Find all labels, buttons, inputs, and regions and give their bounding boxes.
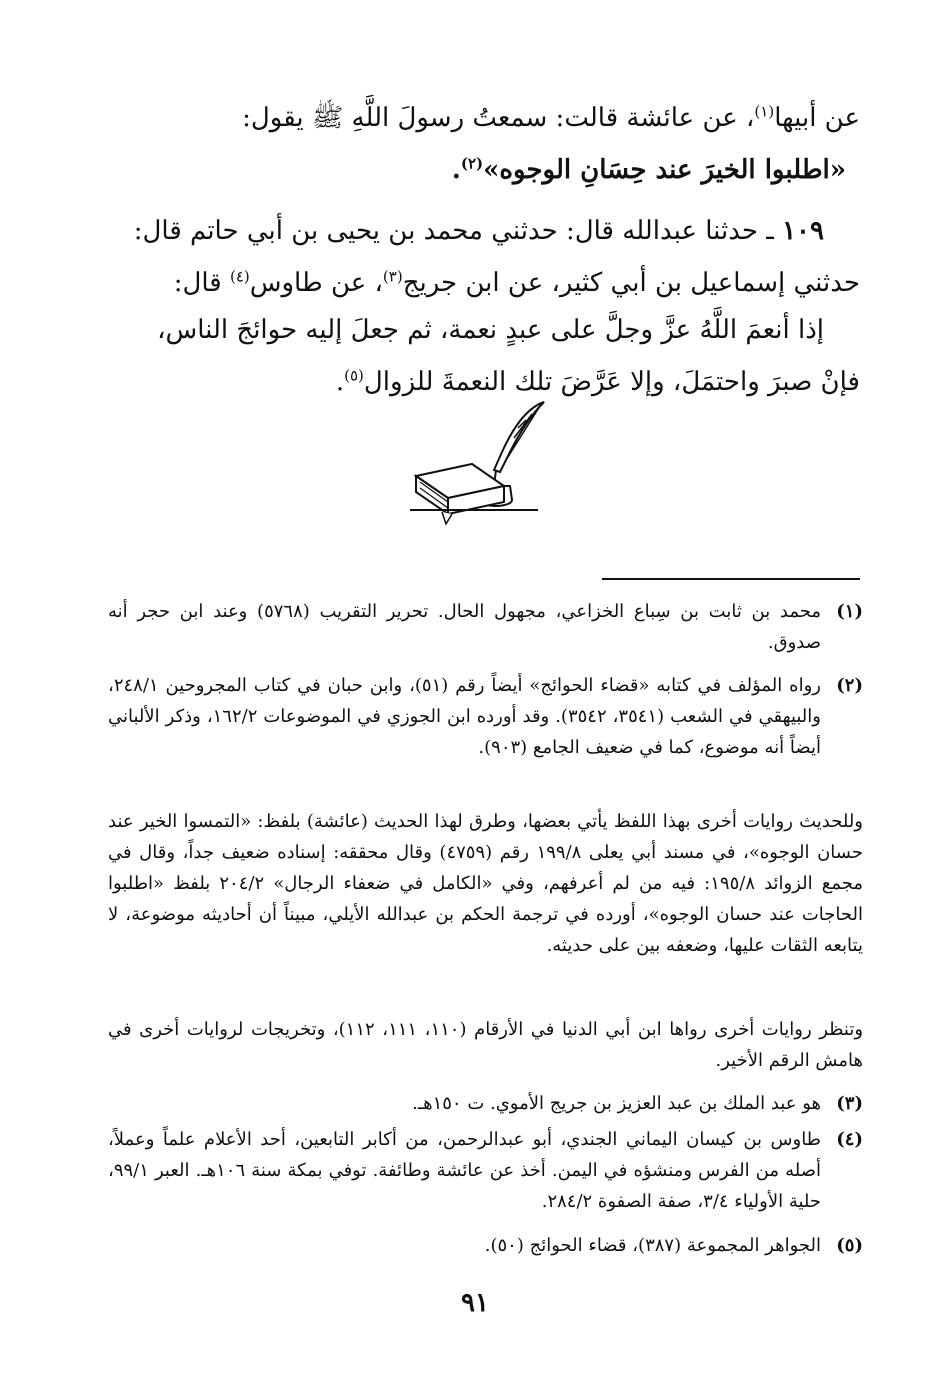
footnote-number: (١)	[836, 601, 863, 622]
hadith-quote	[90, 144, 860, 196]
text-line	[90, 92, 860, 144]
footnote-4	[108, 1124, 863, 1217]
footnote-5	[108, 1230, 863, 1261]
footnote-ref[interactable]: (٢)	[460, 154, 484, 173]
footnote-1	[108, 596, 863, 658]
text-segment: ، عن طاوس	[249, 268, 383, 298]
text-segment: «اطلبوا الخيرَ عند حِسَانِ الوجوه»	[483, 155, 846, 185]
text-segment: .	[335, 367, 345, 397]
hadith-109	[90, 205, 860, 309]
text-segment: حدثني إسماعيل بن أبي كثير، عن ابن جريج	[402, 268, 860, 298]
text-segment: إذا أنعمَ اللَّهُ عزَّ وجلَّ على عبدٍ نعمة، ثم جعلَ إليه حوائجَ الناس،	[157, 315, 824, 345]
text-segment: ـ حدثنا عبدالله قال: حدثني محمد بن يحيى بن أبي حاتم قال:	[133, 216, 783, 246]
main-text	[90, 92, 860, 196]
text-line	[90, 304, 860, 356]
text-segment: قال:	[173, 268, 230, 298]
page-number: ٩١	[461, 1288, 489, 1318]
footnote-number: (٣)	[836, 1093, 863, 1114]
footnote-2	[108, 670, 863, 763]
footnote-3	[108, 1088, 863, 1119]
text-segment: .	[451, 155, 461, 185]
text-line	[90, 205, 860, 257]
hadith-number: ١٠٩	[782, 216, 824, 246]
footnote-number: (٥)	[836, 1235, 863, 1256]
footnote-separator	[602, 578, 860, 580]
footnote-ref[interactable]: (٣)	[382, 267, 403, 286]
footnote-paragraph: وللحديث روايات أخرى بهذا اللفظ يأتي بعضها، وطرق لهذا الحديث (عائشة) بلفظ: «التمسوا الخير عند حسان الوجوه»، في مسند أبي يعلى ١٩٩/٨ رقم (٤٧٥٩) وقال محققه: إسناده ضعيف جداً، وقال في مجمع الزوائد ١٩٥/٨: فيه من لم أعرفهم، وفي «الكامل في ضعفاء الرجال» ٢٠٤/٢ بلفظ «اطلبوا الحاجات عند حسان الوجوه»، أورده في ترجمة الحكم بن عبدالله الأيلي، مبيناً أن أحاديثه موضوعة، لا يتابعه الثقات عليها، وضعفه بين على حديثه.	[108, 811, 864, 956]
footnote-ref[interactable]: (٤)	[229, 267, 250, 286]
footnote-2-continuation-2	[108, 1014, 863, 1076]
footnote-text: رواه المؤلف في كتابه «قضاء الحوائج» أيضاً رقم (٥١)، وابن حبان في كتاب المجروحين ٢٤٨/١، والبيهقي في الشعب (٣٥٤١، ٣٥٤٢). وقد أورده ابن الجوزي في الموضوعات ١٦٢/٢، وذكر الألباني أيضاً أنه موضوع، كما في ضعيف الجامع (٩٠٣).	[108, 675, 821, 758]
text-segment: عن أبيها	[774, 103, 860, 133]
footnote-text: الجواهر المجموعة (٣٨٧)، قضاء الحوائج (٥٠).	[484, 1235, 821, 1256]
footnote-text: محمد بن ثابت بن سِباع الخزاعي، مجهول الحال. تحرير التقريب (٥٧٦٨) وعند ابن حجر أنه صدوق.	[108, 601, 821, 653]
footnote-paragraph: وتنظر روايات أخرى رواها ابن أبي الدنيا في الأرقام (١١٠، ١١١، ١١٢)، وتخريجات لروايات أخرى في هامش الرقم الأخير.	[108, 1019, 864, 1071]
narration-text	[90, 304, 860, 408]
text-segment: ، عن عائشة قالت: سمعتُ رسولَ اللَّهِ ﷺ يقول:	[242, 103, 755, 133]
footnote-text: طاوس بن كيسان اليماني الجندي، أبو عبدالرحمن، من أكابر التابعين، أحد الأعلام علماً وعملاً، أصله من الفرس ومنشؤه في اليمن. أخذ عن عائشة وطائفة. توفي بمكة سنة ١٠٦هـ. العبر ٩٩/١، حلية الأولياء ٣/٤، صفة الصفوة ٢٨٤/٢.	[108, 1129, 822, 1212]
text-line	[90, 257, 860, 309]
footnote-ref[interactable]: (١)	[754, 102, 775, 121]
footnote-text: هو عبد الملك بن عبد العزيز بن جريج الأموي. ت ١٥٠هـ.	[412, 1093, 821, 1114]
text-segment: فإنْ صبرَ واحتمَلَ، وإلا عَرَّضَ تلك النعمةَ للزوال	[363, 367, 860, 397]
footnote-ref[interactable]: (٥)	[344, 366, 364, 385]
footnote-2-continuation	[108, 806, 863, 961]
book-quill-inkwell-icon	[408, 400, 548, 525]
footnote-number: (٢)	[836, 675, 863, 696]
footnote-number: (٤)	[836, 1129, 863, 1150]
